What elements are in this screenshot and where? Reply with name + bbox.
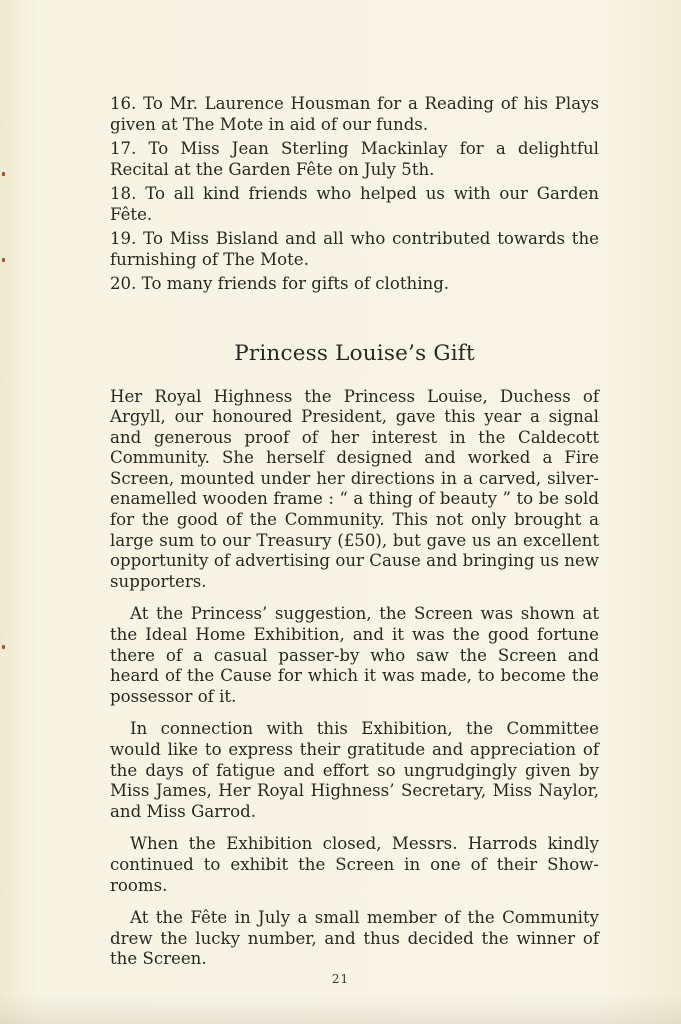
- thanks-item-20: 20. To many friends for gifts of clothing.: [110, 274, 450, 293]
- text-column: [110, 94, 599, 982]
- page-edge-mark: [2, 172, 5, 176]
- paragraph-gift-intro: Her Royal Highness the Princess Louise, Duchess of Argyll, our honoured President, gave this year a signal and generous proof of her interest in the Caldecott Community. She herself designed and worked a Fire Screen, mounted under her directions in a carved, silver-enamelled wooden frame : “ a thing of beauty ” to be sold for the good of the Community. This not only brought a large sum to our Treasury (£50), but gave us an excellent opportunity of advertising our Cause and bringing us new supporters.: [110, 386, 599, 591]
- section-title: Princess Louise’s Gift: [234, 340, 475, 366]
- page-number: 21: [331, 972, 350, 986]
- thanks-item-19: 19. To Miss Bisland and all who contributed towards the furnishing of The Mote.: [110, 229, 599, 269]
- paragraph-harrods: When the Exhibition closed, Messrs. Harrods kindly continued to exhibit the Screen in one of their Show-rooms.: [110, 834, 599, 895]
- thanks-list: [110, 94, 599, 295]
- page-edge-mark: [2, 645, 5, 649]
- paragraph-fete-draw: At the Fête in July a small member of the Community drew the lucky number, and thus decided the winner of the Screen.: [110, 908, 599, 969]
- paragraph-gratitude: In connection with this Exhibition, the Committee would like to express their gratitude and appreciation of the days of fatigue and effort so ungrudgingly given by Miss James, Her Royal Highness’ Secretary, Miss Naylor, and Miss Garrod.: [110, 719, 599, 821]
- thanks-item-17: 17. To Miss Jean Sterling Mackinlay for a delightful Recital at the Garden Fête on July 5th.: [110, 139, 599, 179]
- thanks-item-18: 18. To all kind friends who helped us with our Garden Fête.: [110, 184, 599, 224]
- thanks-item-16: 16. To Mr. Laurence Housman for a Reading of his Plays given at The Mote in aid of our funds.: [110, 94, 599, 134]
- page-edge-mark: [2, 258, 5, 262]
- paragraph-exhibition: At the Princess’ suggestion, the Screen was shown at the Ideal Home Exhibition, and it was the good fortune there of a casual passer-by who saw the Screen and heard of the Cause for which it was made, to become the possessor of it.: [110, 604, 599, 706]
